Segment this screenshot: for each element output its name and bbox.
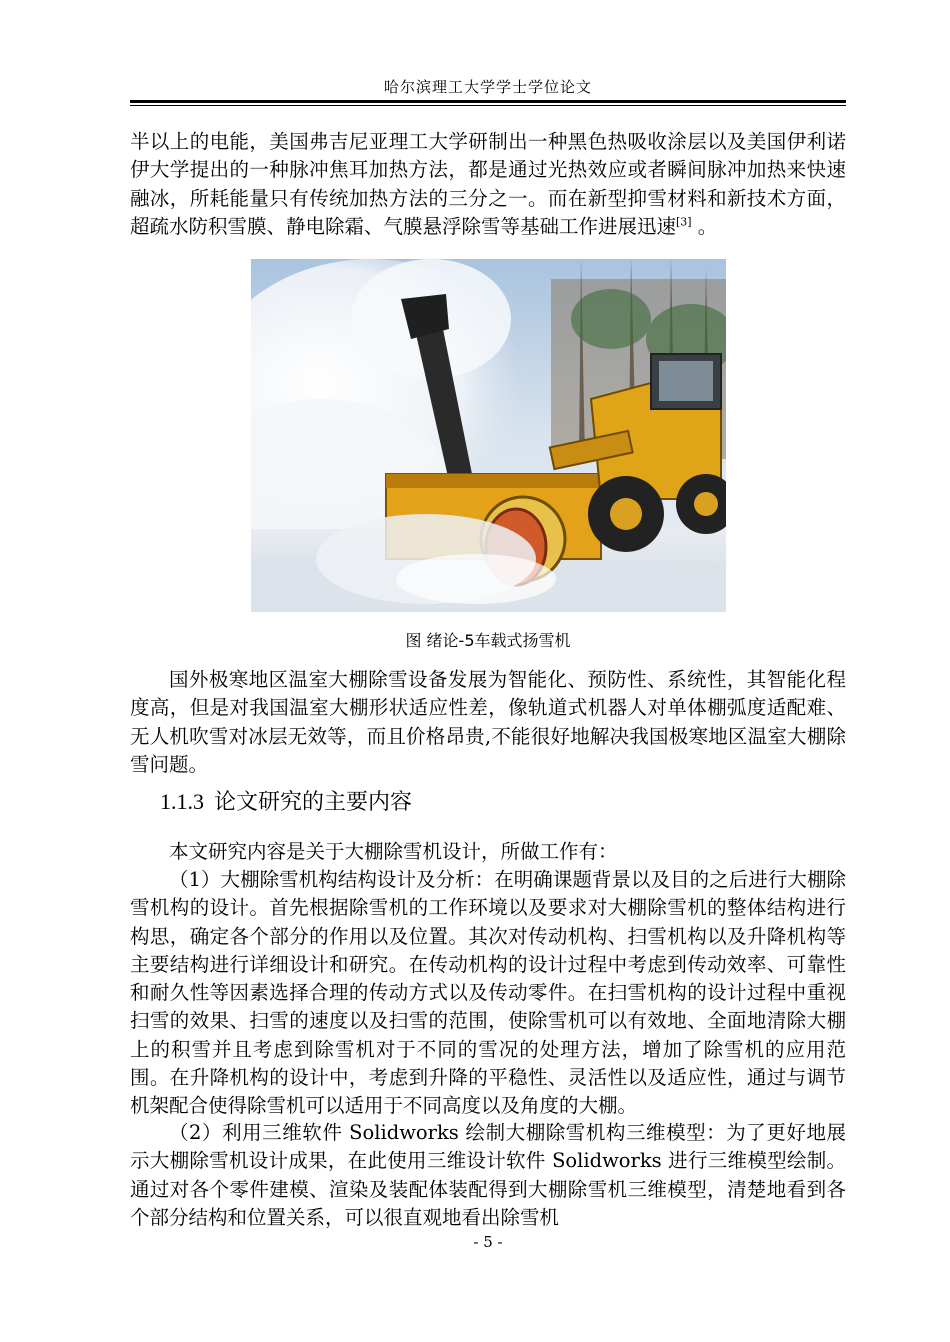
paragraph-intro-end: 。: [691, 214, 718, 238]
running-header: 哈尔滨理工大学学士学位论文: [383, 78, 592, 96]
figure-snow-blower-photo: [251, 259, 726, 612]
paragraph-intro-text: 半以上的电能，美国弗吉尼亚理工大学研制出一种黑色热吸收涂层以及美国伊利诺伊大学提出的一种脉冲焦耳加热方法，都是通过光热效应或者瞬间脉冲加热来快速融冰，所耗能量只有传统加热方法的三分之一。而在新型抑雪材料和新技术方面，超疏水防积雪膜、静电除霜、气膜悬浮除雪等基础工作进展迅速: [130, 130, 846, 238]
paragraph-item-2: （2）利用三维软件 Solidworks 绘制大棚除雪机构三维模型：为了更好地展示大棚除雪机设计成果，在此使用三维设计软件 Solidworks 进行三维模型绘制。通过对各个零件建模、渲染及装配体装配得到大棚除雪机三维模型，清楚地看到各个部分结构和位置关系，可以很直观地看出除雪机: [130, 1121, 846, 1229]
section-title: 论文研究的主要内容: [214, 790, 413, 815]
header-rule-thin: [130, 105, 846, 106]
header-rule-thick: [130, 100, 846, 103]
paragraph-intro: [130, 128, 846, 241]
section-number: 1.1.3: [160, 789, 204, 814]
citation-ref: [3]: [676, 215, 692, 229]
section-heading: [160, 785, 412, 816]
figure-caption: 图 绪论-5车载式扬雪机: [405, 631, 571, 650]
paragraph-foreign-equipment: 国外极寒地区温室大棚除雪设备发展为智能化、预防性、系统性，其智能化程度高，但是对我国温室大棚形状适应性差，像轨道式机器人对单体棚弧度适配难、无人机吹雪对冰层无效等，而且价格昂贵,不能很好地解决我国极寒地区温室大棚除雪问题。: [130, 668, 846, 776]
page-number: - 5 -: [473, 1233, 503, 1251]
paragraph-research-intro: 本文研究内容是关于大棚除雪机设计，所做工作有：: [169, 840, 618, 863]
paragraph-item-1: （1）大棚除雪机构结构设计及分析：在明确课题背景以及目的之后进行大棚除雪机构的设计。首先根据除雪机的工作环境以及要求对大棚除雪机的整体结构进行构思，确定各个部分的作用以及位置。其次对传动机构、扫雪机构以及升降机构等主要结构进行详细设计和研究。在传动机构的设计过程中考虑到传动效率、可靠性和耐久性等因素选择合理的传动方式以及传动零件。在扫雪机构的设计过程中重视扫雪的效果、扫雪的速度以及扫雪的范围，使除雪机可以有效地、全面地清除大棚上的积雪并且考虑到除雪机对于不同的雪况的处理方法，增加了除雪机的应用范围。在升降机构的设计中，考虑到升降的平稳性、灵活性以及适应性，通过与调节机架配合使得除雪机可以适用于不同高度以及角度的大棚。: [130, 868, 846, 1118]
